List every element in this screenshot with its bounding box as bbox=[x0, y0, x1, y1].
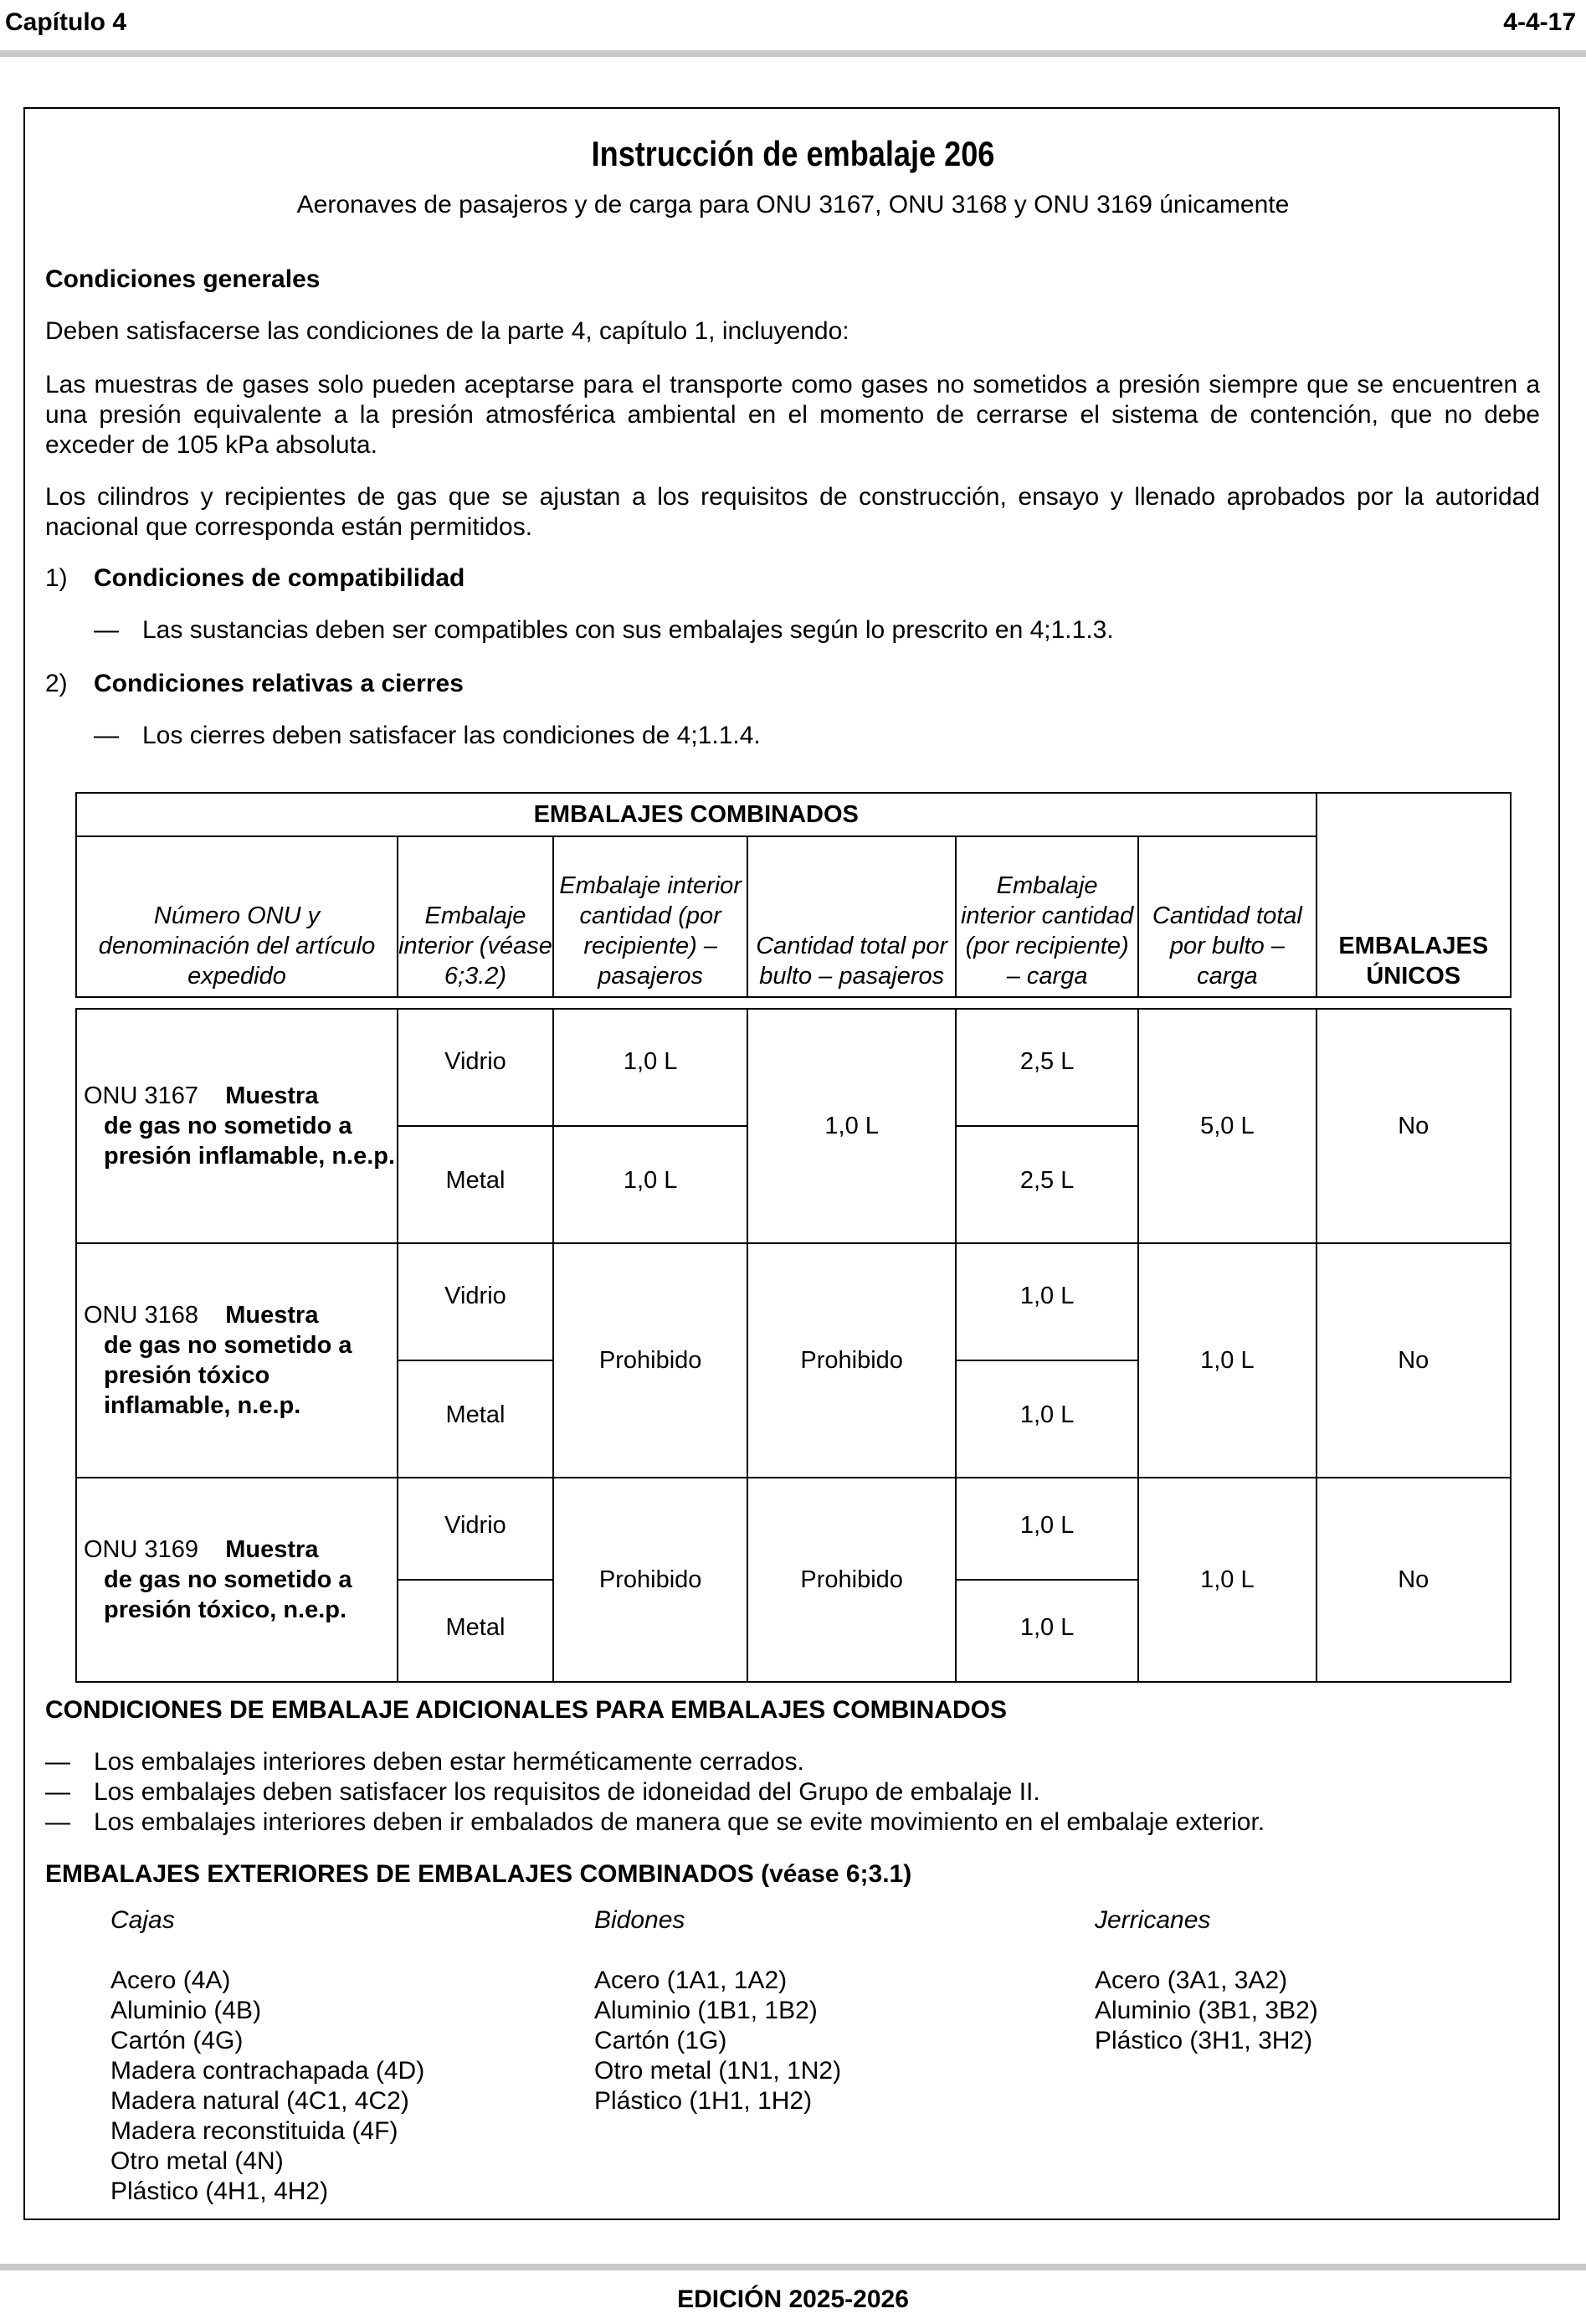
pax-total: Prohibido bbox=[747, 1478, 956, 1682]
inner-metal: Metal bbox=[398, 1360, 553, 1478]
condition-1-heading: Condiciones de compatibilidad bbox=[94, 564, 465, 592]
inner-metal: Metal bbox=[398, 1126, 553, 1243]
page-title: Instrucción de embalaje 206 bbox=[591, 134, 995, 173]
col-header-inner: Embalaje interior (véase 6;3.2) bbox=[398, 836, 553, 997]
list-item: Madera natural (4C1, 4C2) bbox=[110, 2087, 409, 2115]
list-dash: — bbox=[45, 1778, 70, 1806]
list-item: Acero (1A1, 1A2) bbox=[594, 1967, 788, 1994]
list-item: Plástico (4H1, 4H2) bbox=[110, 2177, 329, 2205]
shipping-name-first: Muestra bbox=[225, 1536, 319, 1563]
pax-qty: Prohibido bbox=[553, 1243, 747, 1478]
single-packaging: No bbox=[1317, 1478, 1512, 1682]
inner-glass: Vidrio bbox=[398, 1009, 553, 1126]
cargo-qty-metal: 2,5 L bbox=[956, 1126, 1138, 1243]
column-title: Cajas bbox=[110, 1906, 175, 1934]
packing-table bbox=[75, 792, 1512, 1683]
list-dash: — bbox=[45, 1748, 70, 1776]
shipping-name: de gas no sometido a presión inflamable, n.e.p. bbox=[104, 1113, 396, 1170]
col-header-pax-total: Cantidad total por bulto – pasajeros bbox=[747, 836, 956, 997]
un-number: ONU 3167 bbox=[84, 1082, 199, 1109]
list-text: Los embalajes deben satisfacer los requisitos de idoneidad del Grupo de embalaje II. bbox=[94, 1778, 1040, 1806]
outer-heading: EMBALAJES EXTERIORES DE EMBALAJES COMBINADOS (véase 6;3.1) bbox=[45, 1860, 912, 1888]
cargo-total: 1,0 L bbox=[1138, 1243, 1316, 1478]
cargo-qty-metal: 1,0 L bbox=[956, 1360, 1138, 1478]
general-p3: Los cilindros y recipientes de gas que se ajustan a los requisitos de construcción, ensayo y llenado aprobados por la autoridad nacional que corresponda están permitidos. bbox=[45, 483, 1540, 541]
footer-rule bbox=[0, 2264, 1586, 2270]
table-row bbox=[76, 1243, 1511, 1360]
chapter-label: Capítulo 4 bbox=[5, 8, 127, 36]
col-header-cargo-qty: Embalaje interior cantidad (por recipiente) – carga bbox=[956, 836, 1138, 997]
cargo-qty-glass: 1,0 L bbox=[956, 1243, 1138, 1360]
condition-1-text: Las sustancias deben ser compatibles con sus embalajes según lo prescrito en 4;1.1.3. bbox=[142, 616, 1114, 644]
un-number: ONU 3168 bbox=[84, 1302, 199, 1329]
col-header-un: Número ONU y denominación del artículo expedido bbox=[76, 836, 398, 997]
table-row bbox=[76, 1009, 1511, 1126]
outer-column-drums bbox=[594, 1905, 841, 2116]
list-text: Los embalajes interiores deben estar herméticamente cerrados. bbox=[94, 1748, 804, 1776]
list-item: Cartón (4G) bbox=[110, 2027, 244, 2054]
list-item: Plástico (3H1, 3H2) bbox=[1095, 2027, 1313, 2054]
list-item: Otro metal (1N1, 1N2) bbox=[594, 2057, 842, 2085]
additional-heading: CONDICIONES DE EMBALAJE ADICIONALES PARA EMBALAJES COMBINADOS bbox=[45, 1696, 1007, 1724]
list-item: Aluminio (1B1, 1B2) bbox=[594, 1997, 818, 2024]
header-rule bbox=[0, 50, 1586, 57]
outer-column-boxes bbox=[110, 1905, 424, 2207]
cargo-qty-metal: 1,0 L bbox=[956, 1580, 1138, 1682]
col-header-cargo-total: Cantidad total por bulto – carga bbox=[1138, 836, 1316, 997]
pax-qty-metal: 1,0 L bbox=[553, 1126, 747, 1243]
edition-label: EDICIÓN 2025-2026 bbox=[677, 2285, 909, 2313]
page-subtitle: Aeronaves de pasajeros y de carga para ONU 3167, ONU 3168 y ONU 3169 únicamente bbox=[296, 191, 1290, 219]
list-item: Aluminio (3B1, 3B2) bbox=[1095, 1997, 1318, 2024]
shipping-name: de gas no sometido a presión tóxico, n.e.p. bbox=[104, 1566, 352, 1623]
list-dash: — bbox=[45, 1808, 70, 1836]
general-p1: Deben satisfacerse las condiciones de la parte 4, capítulo 1, incluyendo: bbox=[45, 317, 849, 345]
un-cell bbox=[76, 1478, 398, 1682]
condition-1-dash: — bbox=[94, 616, 119, 644]
condition-2-text: Los cierres deben satisfacer las condiciones de 4;1.1.4. bbox=[142, 722, 761, 749]
list-item: Aluminio (4B) bbox=[110, 1997, 262, 2024]
table-gap bbox=[76, 997, 1511, 1009]
page-number: 4-4-17 bbox=[1503, 8, 1576, 36]
inner-glass: Vidrio bbox=[398, 1243, 553, 1360]
general-heading: Condiciones generales bbox=[45, 265, 321, 293]
pax-qty: Prohibido bbox=[553, 1478, 747, 1682]
single-packaging: No bbox=[1317, 1009, 1512, 1243]
list-item: Acero (3A1, 3A2) bbox=[1095, 1967, 1288, 1994]
combined-header: EMBALAJES COMBINADOS bbox=[76, 793, 1317, 836]
col-header-pax-qty: Embalaje interior cantidad (por recipiente) – pasajeros bbox=[553, 836, 747, 997]
column-title: Bidones bbox=[594, 1906, 685, 1934]
list-item: Madera contrachapada (4D) bbox=[110, 2057, 425, 2085]
condition-2-number: 2) bbox=[45, 670, 68, 697]
condition-2-heading: Condiciones relativas a cierres bbox=[94, 670, 464, 697]
inner-metal: Metal bbox=[398, 1580, 553, 1682]
list-item: Otro metal (4N) bbox=[110, 2147, 284, 2175]
list-item: Acero (4A) bbox=[110, 1967, 231, 1994]
table-row bbox=[76, 1478, 1511, 1580]
cargo-total: 5,0 L bbox=[1138, 1009, 1316, 1243]
inner-glass: Vidrio bbox=[398, 1478, 553, 1580]
condition-2-dash: — bbox=[94, 722, 119, 749]
pax-qty-glass: 1,0 L bbox=[553, 1009, 747, 1126]
shipping-name-first: Muestra bbox=[225, 1082, 319, 1109]
shipping-name: de gas no sometido a presión tóxico inflamable, n.e.p. bbox=[104, 1332, 352, 1419]
single-header: EMBALAJES ÚNICOS bbox=[1317, 793, 1512, 997]
un-cell bbox=[76, 1243, 398, 1478]
general-p2: Las muestras de gases solo pueden aceptarse para el transporte como gases no sometidos a presión siempre que se encuentren a una presión equivalente a la presión atmosférica ambiental en el momento de cerrarse el sistema de contención, que no debe exceder de 105 kPa absoluta. bbox=[45, 371, 1540, 459]
single-packaging: No bbox=[1317, 1243, 1512, 1478]
cargo-total: 1,0 L bbox=[1138, 1478, 1316, 1682]
pax-total: Prohibido bbox=[747, 1243, 956, 1478]
list-item: Plástico (1H1, 1H2) bbox=[594, 2087, 813, 2115]
pax-total: 1,0 L bbox=[747, 1009, 956, 1243]
condition-1-number: 1) bbox=[45, 564, 68, 592]
list-item: Cartón (1G) bbox=[594, 2027, 727, 2054]
outer-column-jerricans bbox=[1095, 1905, 1318, 2056]
list-text: Los embalajes interiores deben ir embalados de manera que se evite movimiento en el embalaje exterior. bbox=[94, 1808, 1265, 1836]
un-cell bbox=[76, 1009, 398, 1243]
list-item: Madera reconstituida (4F) bbox=[110, 2117, 398, 2145]
shipping-name-first: Muestra bbox=[225, 1302, 319, 1329]
cargo-qty-glass: 1,0 L bbox=[956, 1478, 1138, 1580]
un-number: ONU 3169 bbox=[84, 1536, 199, 1563]
cargo-qty-glass: 2,5 L bbox=[956, 1009, 1138, 1126]
column-title: Jerricanes bbox=[1095, 1906, 1211, 1934]
